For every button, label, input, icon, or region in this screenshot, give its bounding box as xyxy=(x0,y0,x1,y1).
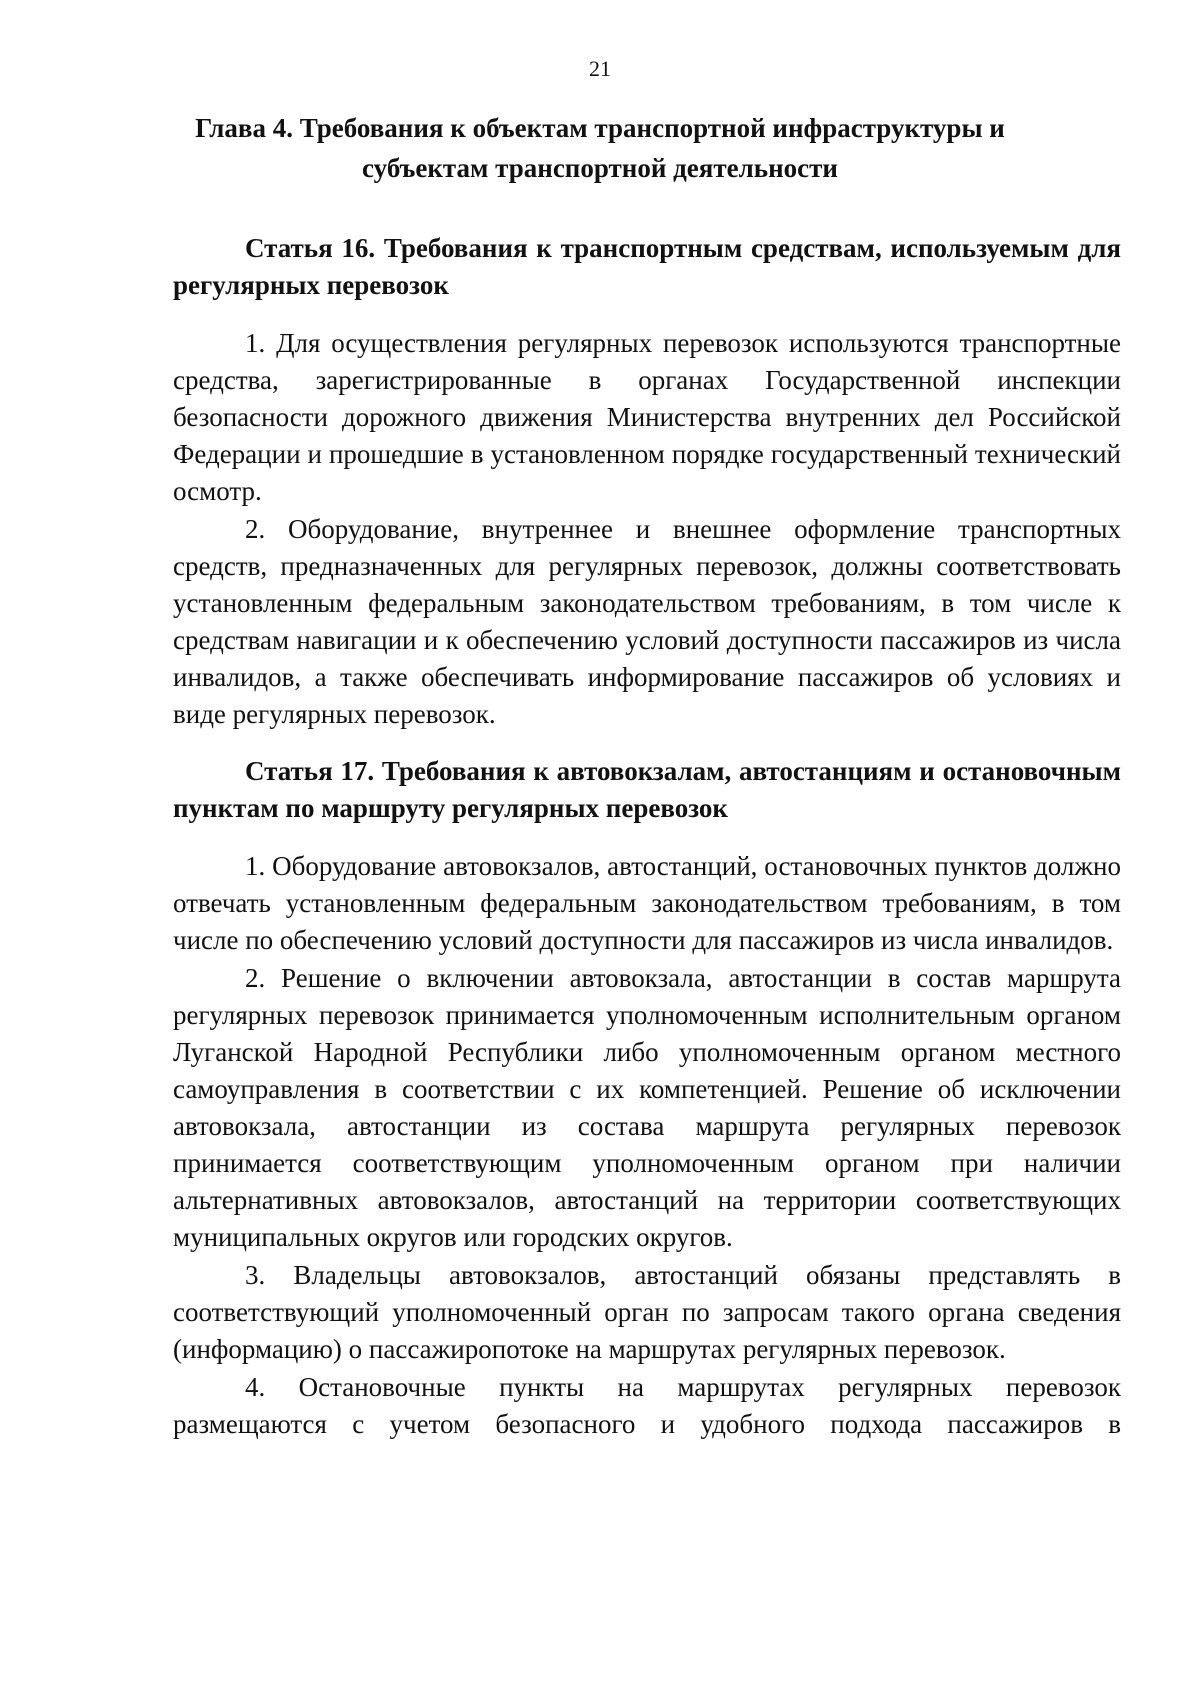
article-body xyxy=(173,325,1121,733)
paragraph: 2. Решение о включении автовокзала, автостанции в состав маршрута регулярных перевозок принимается уполномоченным исполнительным органом Луганской Народной Республики либо уполномоченным органом местного самоуправления в соответствии с их компетенцией. Решение об исключении автовокзала, автостанции из состава маршрута регулярных перевозок принимается соответствующим уполномоченным органом при наличии альтернативных автовокзалов, автостанций на территории соответствующих муниципальных округов или городских округов. xyxy=(173,963,1121,1252)
article-title: Статья 17. Требования к автовокзалам, автостанциям и остановочным пунктам по маршруту регулярных перевозок xyxy=(173,756,1121,823)
paragraph: 3. Владельцы автовокзалов, автостанций обязаны представлять в соответствующий уполномоченный орган по запросам такого органа сведения (информацию) о пассажиропотоке на маршрутах регулярных перевозок. xyxy=(173,1260,1121,1364)
page-number: 21 xyxy=(589,56,611,81)
paragraph: 4. Остановочные пункты на маршрутах регулярных перевозок размещаются с учетом безопасного и удобного подхода пассажиров в xyxy=(173,1372,1121,1439)
document-content xyxy=(173,230,1121,1443)
article-16 xyxy=(173,230,1121,733)
paragraph: 1. Оборудование автовокзалов, автостанций, остановочных пунктов должно отвечать установленным федеральным законодательством требованиям, в том числе по обеспечению условий доступности для пассажиров из числа инвалидов. xyxy=(173,851,1121,955)
paragraph: 1. Для осуществления регулярных перевозок используются транспортные средства, зарегистрированные в органах Государственной инспекции безопасности дорожного движения Министерства внутренних дел Российской Федерации и прошедшие в установленном порядке государственный технический осмотр. xyxy=(173,328,1121,506)
article-title: Статья 16. Требования к транспортным средствам, используемым для регулярных перевозок xyxy=(173,233,1121,300)
paragraph: 2. Оборудование, внутреннее и внешнее оформление транспортных средств, предназначенных для регулярных перевозок, должны соответствовать установленным федеральным законодательством требованиям, в том числе к средствам навигации и к обеспечению условий доступности пассажиров из числа инвалидов, а также обеспечивать информирование пассажиров об условиях и виде регулярных перевозок. xyxy=(173,514,1121,729)
chapter-title: Глава 4. Требования к объектам транспортной инфраструктуры и субъектам транспортной деятельности xyxy=(195,113,1005,183)
article-17 xyxy=(173,753,1121,1443)
article-body xyxy=(173,848,1121,1443)
